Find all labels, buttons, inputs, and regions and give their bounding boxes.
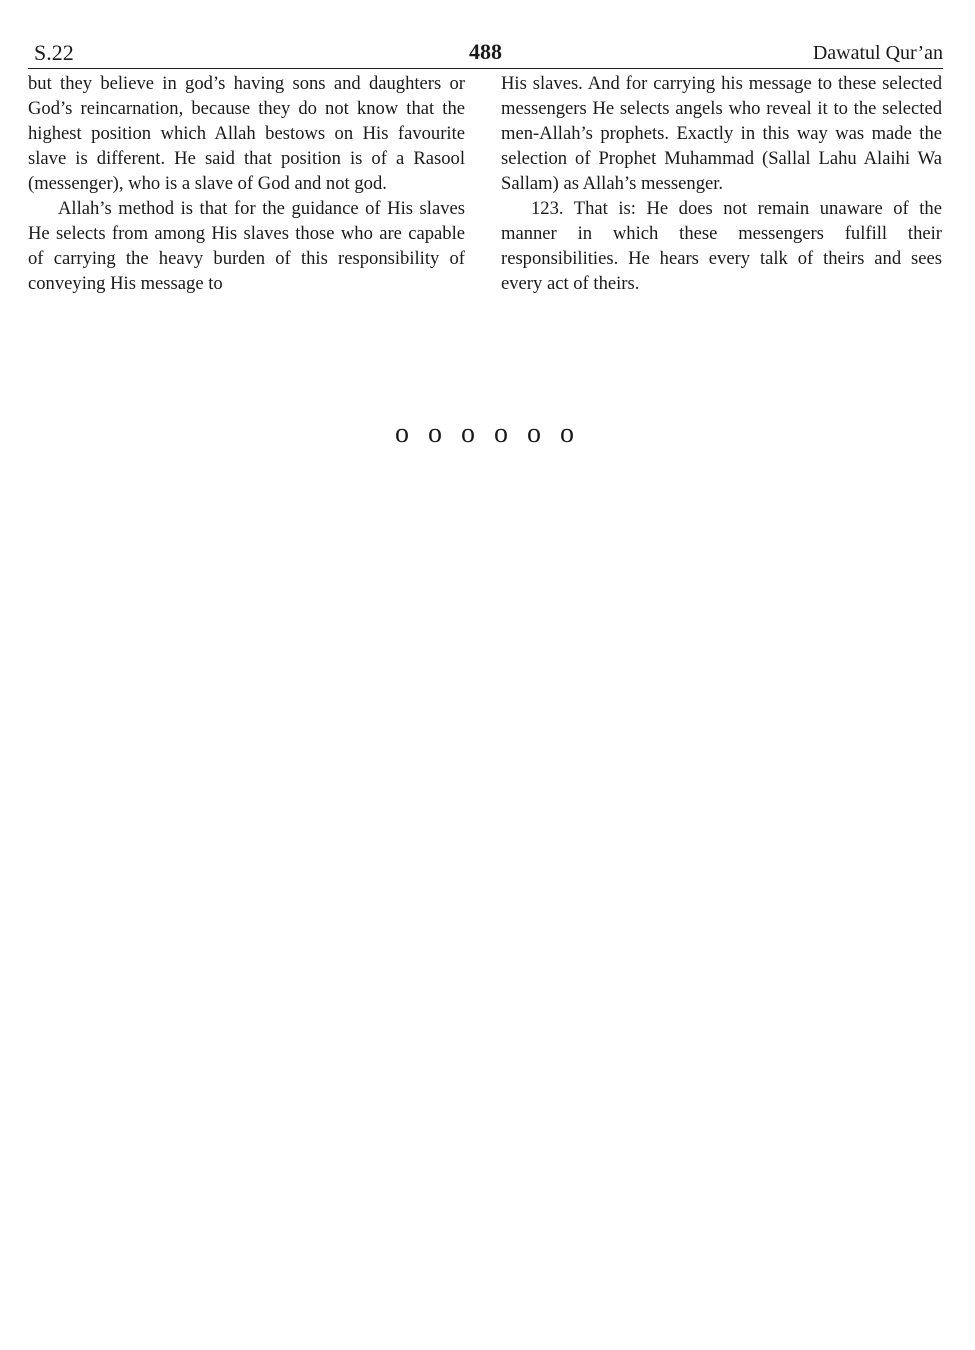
paragraph: but they believe in god’s having sons and daughters or God’s reincarnation, because they do not know that the highest position which Allah bestows on His favourite slave is different. He said that position is of a Rasool (messenger), who is a slave of God and not god.	[28, 73, 465, 194]
surah-label: S.22	[34, 40, 74, 65]
book-title: Dawatul Qur’an	[812, 42, 943, 64]
section-end-mark: o o o o o o	[395, 418, 580, 449]
paragraph: Allah’s method is that for the guidance of His slaves He selects from among His slaves those who are capable of carrying the heavy burden of this responsibility of conveying His message to	[28, 198, 465, 294]
page-header	[28, 38, 943, 69]
paragraph: 123. That is: He does not remain unaware of the manner in which these messengers fulfill their responsibilities. He hears every talk of theirs and sees every act of theirs.	[501, 198, 942, 294]
paragraph: His slaves. And for carrying his message to these selected messengers He selects angels who reveal it to the selected men-Allah’s prophets. Exactly in this way was made the selection of Prophet Muhammad (Sallal Lahu Alaihi Wa Sallam) as Allah’s messenger.	[501, 73, 942, 194]
page-number: 488	[469, 39, 502, 64]
left-column	[28, 71, 465, 296]
right-column	[501, 71, 942, 296]
